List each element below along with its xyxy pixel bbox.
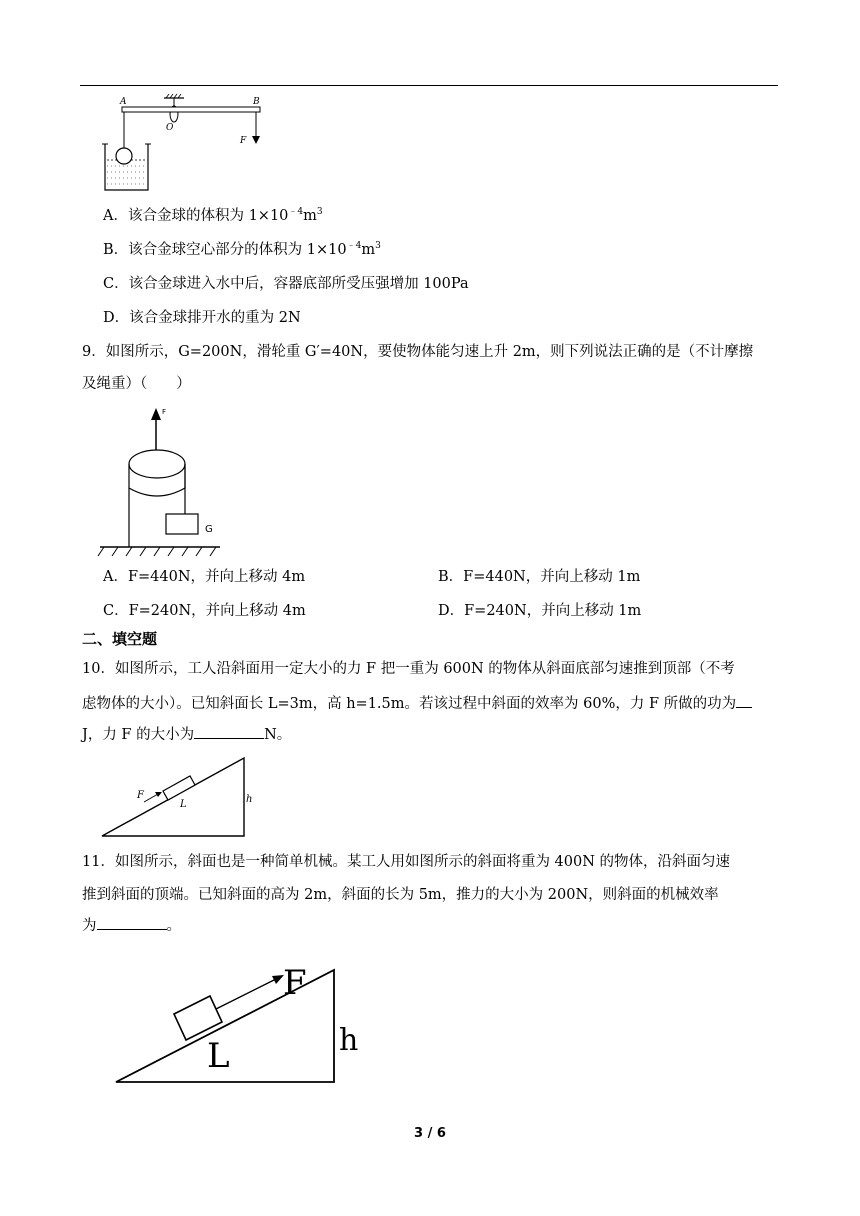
q11-stem-line3: 为 。	[82, 915, 181, 936]
q9-stem-line1: 9．如图所示，G=200N，滑轮重 G′=40N，要使物体能匀速上升 2m，则下列说法正确的是（不计摩擦	[82, 344, 754, 360]
q8-option-b: B．该合金球空心部分的体积为 $1\times 10^{﹣4}m^3$	[103, 241, 381, 258]
q11-stem-line2: 推到斜面的顶端。已知斜面的高为 2m，斜面的长为 5m，推力的大小为 200N，则斜面的机械效率	[82, 887, 719, 903]
label-f: F	[137, 790, 144, 801]
label-a: A	[120, 97, 127, 107]
answer-blank[interactable]	[194, 724, 264, 739]
header-rule	[80, 85, 778, 86]
q9-stem-line2: 及绳重）（ ）	[82, 376, 191, 392]
q9-option-c: C．F=240N，并向上移动 4m	[103, 603, 306, 619]
label-f: F	[162, 408, 167, 416]
q8-option-c: C．该合金球进入水中后，容器底部所受压强增加 100Pa	[103, 276, 469, 292]
q9-option-b: B．F=440N，并向上移动 1m	[438, 569, 641, 585]
label-b: B	[253, 97, 260, 107]
q9-option-a: A．F=440N，并向上移动 4m	[103, 569, 306, 585]
q9-option-d: D．F=240N，并向上移动 1m	[438, 603, 642, 619]
incline-figure-small	[100, 754, 253, 840]
label-l: L	[180, 799, 187, 810]
lever-figure	[100, 92, 270, 197]
q8-option-d: D．该合金球排开水的重为 2N	[103, 310, 301, 326]
label-o: O	[166, 123, 174, 133]
pulley-figure	[98, 404, 228, 560]
label-f: F	[240, 136, 247, 146]
q10-stem-line1: 10．如图所示，工人沿斜面用一定大小的力 F 把一重为 600N 的物体从斜面底部匀速推到顶部（不考	[82, 661, 735, 677]
label-f: F	[283, 963, 307, 1003]
section-title: 二、填空题	[82, 630, 158, 648]
label-h: h	[339, 1023, 359, 1058]
q10-stem-line3: J，力 F 的大小为 N。	[82, 724, 291, 745]
q10-stem-line2: 虑物体的大小）。已知斜面长 L=3m，高 h=1.5m。若该过程中斜面的效率为 60%，力 F 所做的功为	[82, 693, 752, 714]
answer-blank[interactable]	[736, 693, 752, 708]
q11-stem-line1: 11．如图所示，斜面也是一种简单机械。某工人用如图所示的斜面将重为 400N 的物体，沿斜面匀速	[82, 854, 731, 870]
incline-figure-large	[112, 960, 372, 1086]
label-l: L	[207, 1036, 230, 1076]
q8-option-a: A．该合金球的体积为 $1\times 10^{﹣4}m^3$	[103, 207, 323, 224]
label-h: h	[246, 794, 253, 805]
answer-blank[interactable]	[97, 915, 167, 930]
label-g: G	[205, 524, 213, 535]
page-number: 3 / 6	[414, 1126, 446, 1141]
